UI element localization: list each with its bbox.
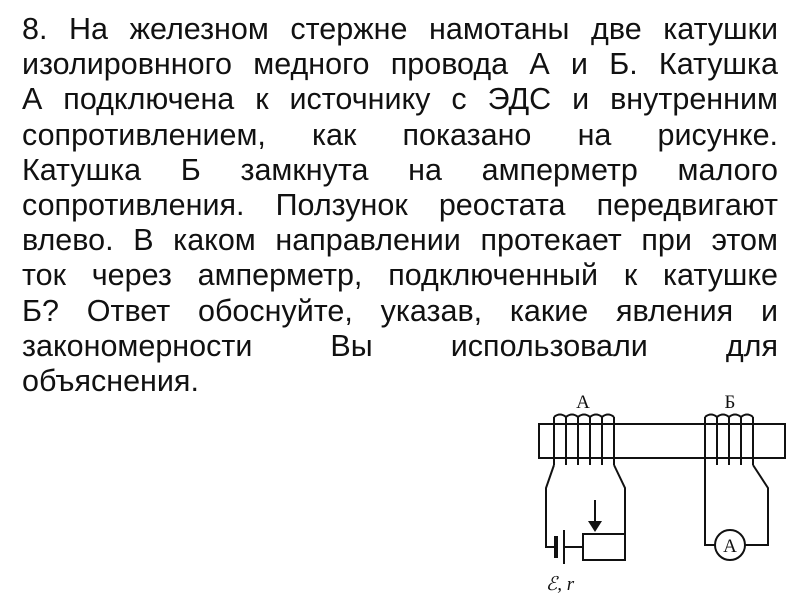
text-line: закономерности Вы использовали для xyxy=(22,328,778,363)
circuit-diagram xyxy=(525,384,800,600)
text-line: объяснения. xyxy=(22,363,199,398)
text-line: сопротивлением, как показано на рисунке. xyxy=(22,117,778,152)
emf-source xyxy=(556,530,564,564)
text-line: А подключена к источнику с ЭДС и внутренним xyxy=(22,82,778,117)
circuit-figure xyxy=(525,384,800,600)
text-line: ток через амперметр, подключенный к катушке xyxy=(22,258,778,293)
text-line: Б? Ответ обоснуйте, указав, какие явления и xyxy=(22,293,778,328)
coil-a-label: А xyxy=(576,392,590,413)
iron-rod xyxy=(539,424,785,458)
problem-text xyxy=(22,12,778,399)
coil-b-label: Б xyxy=(724,392,736,413)
text-line: 8. На железном стержне намотаны две катушки xyxy=(22,12,778,46)
text-line: сопротивления. Ползунок реостата передвигают xyxy=(22,187,778,222)
text-line: влево. В каком направлении протекает при этом xyxy=(22,223,778,258)
text-line: изолировнного медного провода А и Б. Катушка xyxy=(22,47,778,82)
rheostat-slider-arrow xyxy=(588,521,602,532)
source-label: ℰ, r xyxy=(545,574,575,595)
rheostat xyxy=(583,534,625,560)
text-line: Катушка Б замкнута на амперметр малого xyxy=(22,152,778,187)
ammeter-label: A xyxy=(723,536,737,557)
